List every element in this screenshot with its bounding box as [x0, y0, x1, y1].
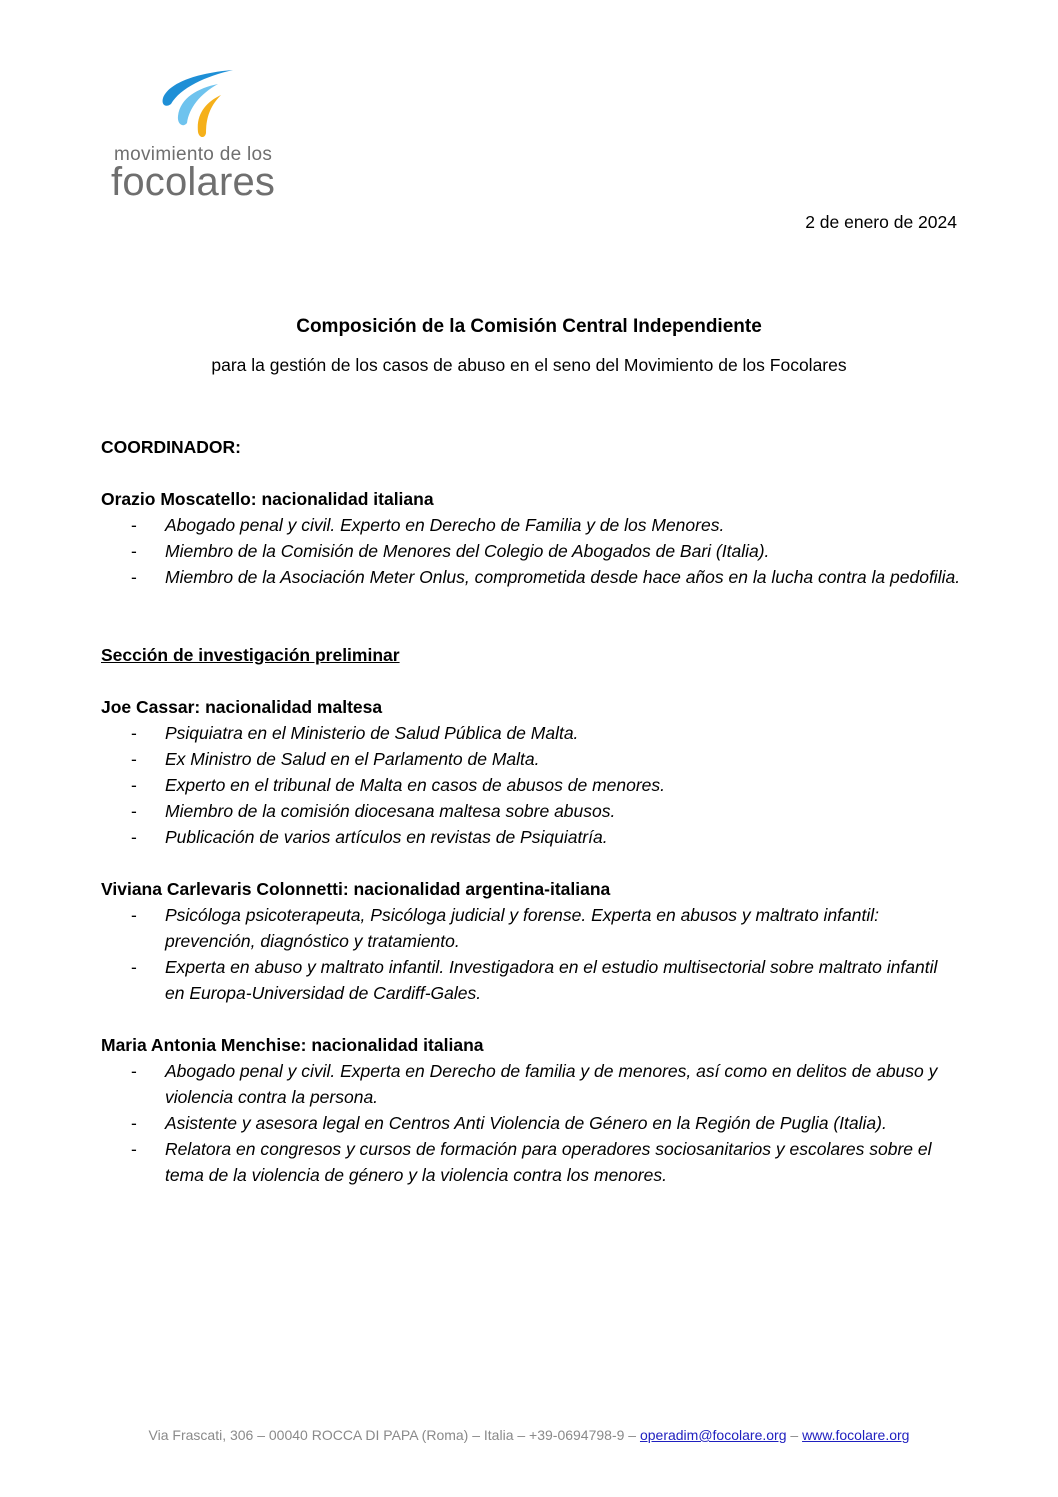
bullet-dash: -: [131, 567, 137, 587]
footer-website-link[interactable]: www.focolare.org: [802, 1427, 910, 1443]
member-name: Viviana Carlevaris Colonnetti: nacionalidad argentina-italiana: [101, 879, 611, 899]
list-item: - Experto en el tribunal de Malta en casos de abusos de menores.: [101, 772, 961, 798]
list-item: - Asistente y asesora legal en Centros Anti Violencia de Género en la Región de Puglia (Italia).: [101, 1110, 961, 1136]
document-subtitle: para la gestión de los casos de abuso en el seno del Movimiento de los Focolares: [211, 355, 847, 375]
member-bullets: [101, 1058, 961, 1188]
bullet-dash: -: [131, 775, 137, 795]
footer-email-link[interactable]: operadim@focolare.org: [639, 1427, 787, 1443]
bullet-dash: -: [131, 515, 137, 535]
list-item: - Abogado penal y civil. Experto en Derecho de Familia y de los Menores.: [101, 512, 961, 538]
section-heading: Sección de investigación preliminar: [101, 645, 400, 665]
list-item: - Miembro de la Asociación Meter Onlus, comprometida desde hace años en la lucha contra la pedofilia.: [101, 564, 961, 590]
list-item: - Relatora en congresos y cursos de formación para operadores sociosanitarios y escolares sobre el tema de la violencia de género y la violencia contra los menores.: [101, 1136, 961, 1188]
logo-text-line2: focolares: [111, 160, 276, 204]
bullet-dash: -: [131, 957, 137, 977]
footer-address: Via Frascati, 306 – 00040 ROCCA DI PAPA (Roma) – Italia – +39-0694798-9 –: [148, 1427, 640, 1443]
list-item: - Miembro de la comisión diocesana maltesa sobre abusos.: [101, 798, 961, 824]
bullet-dash: -: [131, 905, 137, 925]
bullet-dash: -: [131, 801, 137, 821]
document-date: 2 de enero de 2024: [805, 212, 957, 232]
coordinator-bullets: [101, 512, 961, 590]
list-item: - Miembro de la Comisión de Menores del Colegio de Abogados de Bari (Italia).: [101, 538, 961, 564]
document-body: [101, 434, 961, 1188]
page-footer: [0, 1427, 1058, 1443]
list-item: - Psicóloga psicoterapeuta, Psicóloga judicial y forense. Experta en abusos y maltrato infantil: prevención, diagnóstico y tratamiento.: [101, 902, 961, 954]
document-title: Composición de la Comisión Central Independiente: [296, 316, 762, 337]
list-item: - Ex Ministro de Salud en el Parlamento de Malta.: [101, 746, 961, 772]
focolares-logo: [108, 66, 308, 206]
coordinator-name: Orazio Moscatello: nacionalidad italiana: [101, 489, 434, 509]
coordinator-heading: COORDINADOR:: [101, 437, 241, 457]
member-name: Maria Antonia Menchise: nacionalidad italiana: [101, 1035, 484, 1055]
bullet-dash: -: [131, 541, 137, 561]
list-item: - Abogado penal y civil. Experta en Derecho de familia y de menores, así como en delitos de abuso y violencia contra la persona.: [101, 1058, 961, 1110]
bullet-dash: -: [131, 1139, 137, 1159]
member-name: Joe Cassar: nacionalidad maltesa: [101, 697, 383, 717]
footer-separator: –: [786, 1427, 803, 1443]
list-item: - Experta en abuso y maltrato infantil. Investigadora en el estudio multisectorial sobre maltrato infantil en Europa-Universidad de Cardiff-Gales.: [101, 954, 961, 1006]
member-bullets: [101, 902, 961, 1006]
bullet-dash: -: [131, 749, 137, 769]
focolares-swoosh-icon: [158, 68, 248, 140]
bullet-dash: -: [131, 723, 137, 743]
bullet-dash: -: [131, 1061, 137, 1081]
list-item: - Publicación de varios artículos en revistas de Psiquiatría.: [101, 824, 961, 850]
bullet-dash: -: [131, 1113, 137, 1133]
list-item: - Psiquiatra en el Ministerio de Salud Pública de Malta.: [101, 720, 961, 746]
bullet-dash: -: [131, 827, 137, 847]
member-bullets: [101, 720, 961, 850]
logo-text-line1: movimiento de los: [114, 144, 273, 165]
